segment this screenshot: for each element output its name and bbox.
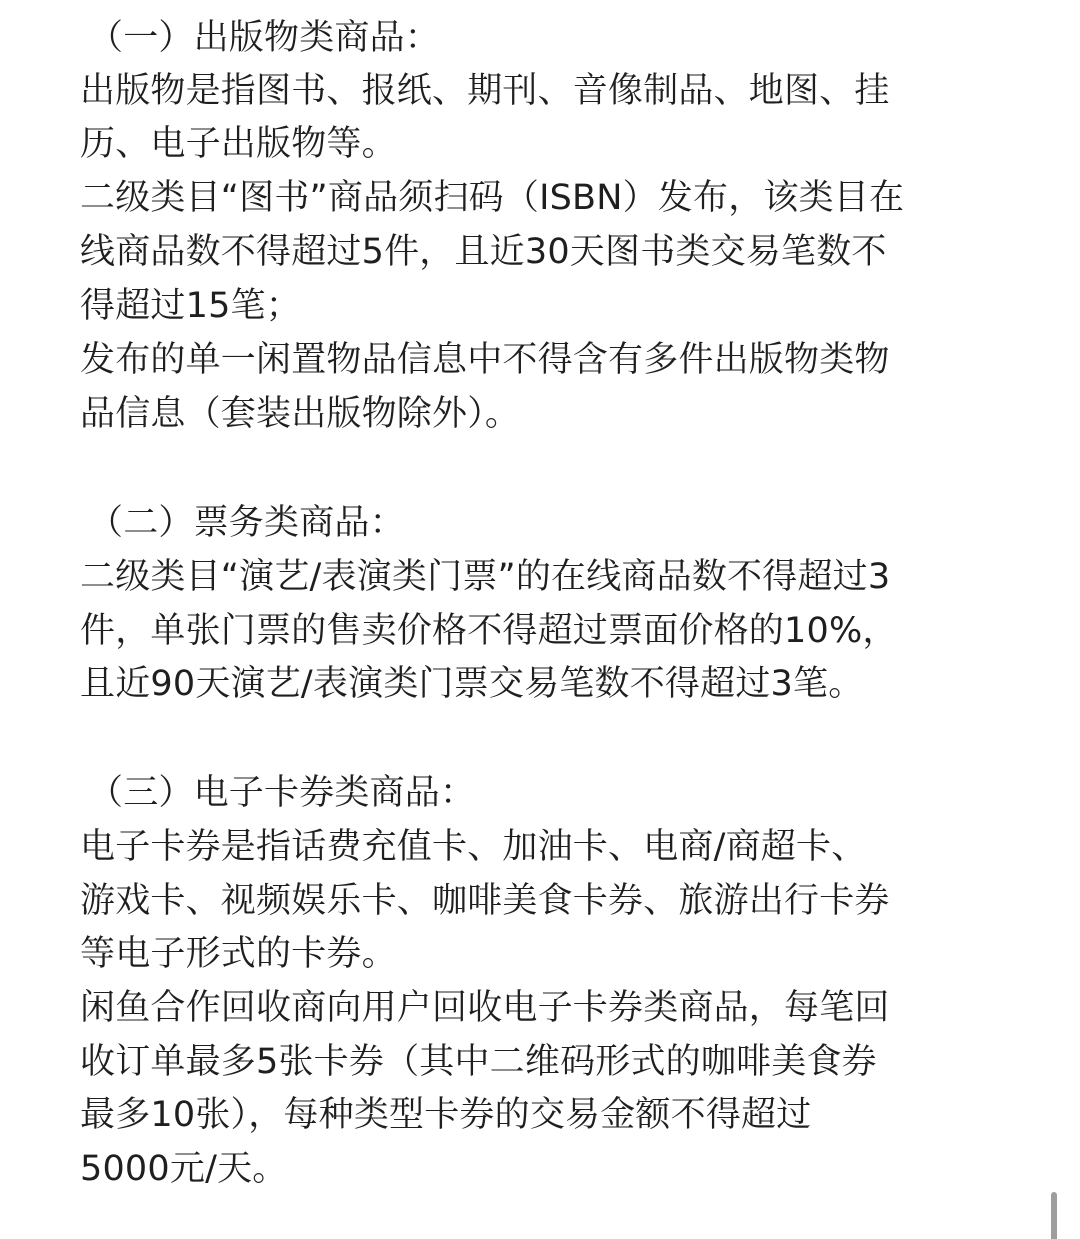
section-1-line: 出版物是指图书、报纸、期刊、音像制品、地图、挂 <box>80 71 890 111</box>
section-1-heading: （一）出版物类商品： <box>88 18 441 58</box>
section-3-line: 5000元/天。 <box>80 1149 288 1189</box>
section-3-line: 闲鱼合作回收商向用户回收电子卡券类商品，每笔回 <box>80 988 890 1028</box>
section-3-line: 等电子形式的卡券。 <box>80 934 397 974</box>
section-1-line: 二级类目“图书”商品须扫码（ISBN）发布，该类目在 <box>80 178 905 218</box>
section-3-line: 电子卡券是指话费充值卡、加油卡、电商/商超卡、 <box>80 827 867 867</box>
section-1-line: 线商品数不得超过5件，且近30天图书类交易笔数不 <box>80 232 887 272</box>
section-1-line: 发布的单一闲置物品信息中不得含有多件出版物类物 <box>80 340 890 380</box>
section-1-line: 历、电子出版物等。 <box>80 124 397 164</box>
section-1-line: 品信息（套装出版物除外）。 <box>80 394 521 434</box>
section-3-line: 收订单最多5张卡券（其中二维码形式的咖啡美食券 <box>80 1042 877 1082</box>
section-2-line: 件，单张门票的售卖价格不得超过票面价格的10%， <box>80 611 898 651</box>
section-2-line: 二级类目“演艺/表演类门票”的在线商品数不得超过3 <box>80 557 891 597</box>
section-3-line: 游戏卡、视频娱乐卡、咖啡美食卡券、旅游出行卡券 <box>80 881 890 921</box>
section-3-line: 最多10张），每种类型卡券的交易金额不得超过 <box>80 1095 812 1135</box>
section-3-heading: （三）电子卡券类商品： <box>88 773 476 813</box>
section-2-heading: （二）票务类商品： <box>88 503 405 543</box>
section-2-line: 且近90天演艺/表演类门票交易笔数不得超过3笔。 <box>80 664 864 704</box>
scrollbar-thumb[interactable] <box>1051 1192 1057 1239</box>
section-1-line: 得超过15笔； <box>80 286 301 326</box>
